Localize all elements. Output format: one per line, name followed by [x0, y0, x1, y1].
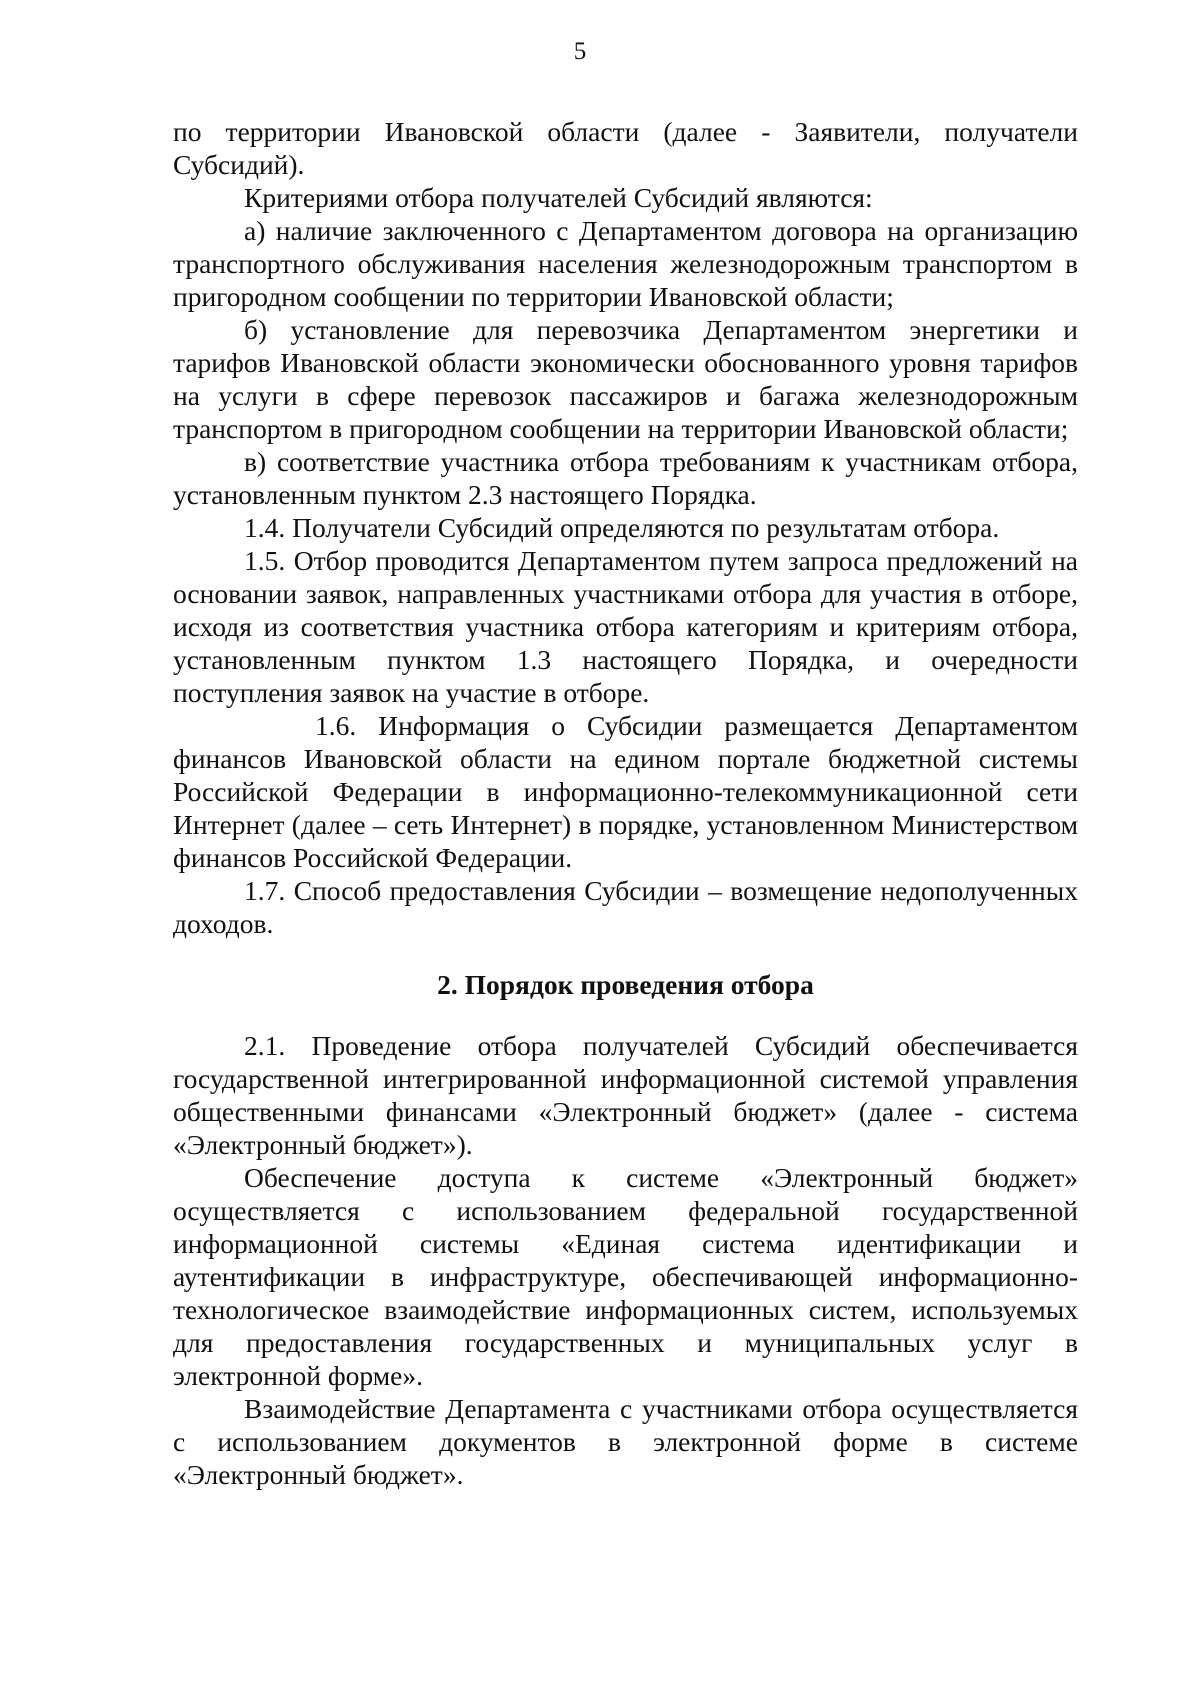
- paragraph-1-5: 1.5. Отбор проводится Департаментом путем запроса предложений на основании заявок, направленных участниками отбора для участия в отборе, исходя из соответствия участника отбора категориям и критериям отбора, установленным пунктом 1.3 настоящего Порядка, и очередности поступления заявок на участие в отборе.: [173, 545, 1078, 708]
- paragraph-continuation: по территории Ивановской области (далее - Заявители, получатели Субсидий).: [173, 116, 1078, 180]
- paragraph-1-6: 1.6. Информация о Субсидии размещается Департаментом финансов Ивановской области на едином портале бюджетной системы Российской Федерации в информационно-телекоммуникационной сети Интернет (далее – сеть Интернет) в порядке, установленном Министерством финансов Российской Федерации.: [173, 710, 1078, 873]
- paragraph-criterion-v: в) соответствие участника отбора требованиям к участникам отбора, установленным пунктом 2.3 настоящего Порядка.: [173, 446, 1078, 510]
- section-title: 2. Порядок проведения отбора: [437, 969, 814, 1000]
- paragraph-criterion-b: б) установление для перевозчика Департаментом энергетики и тарифов Ивановской области экономически обоснованного уровня тарифов на услуги в сфере перевозок пассажиров и багажа железнодорожным транспортом в пригородном сообщении на территории Ивановской области;: [173, 314, 1078, 444]
- paragraph-access: Обеспечение доступа к системе «Электронный бюджет» осуществляется с использованием федеральной государственной информационной системы «Единая система идентификации и аутентификации в инфраструктуре, обеспечивающей информационно-технологическое взаимодействие информационных систем, используемых для предоставления государственных и муниципальных услуг в электронной форме».: [173, 1162, 1078, 1391]
- paragraph-2-1: 2.1. Проведение отбора получателей Субсидий обеспечивается государственной интегрированной информационной системой управления общественными финансами «Электронный бюджет» (далее - система «Электронный бюджет»).: [173, 1030, 1078, 1160]
- paragraph-interaction: Взаимодействие Департамента с участниками отбора осуществляется с использованием документов в электронной форме в системе «Электронный бюджет».: [173, 1393, 1078, 1490]
- paragraph-criterion-a: а) наличие заключенного с Департаментом договора на организацию транспортного обслуживания населения железнодорожным транспортом в пригородном сообщении по территории Ивановской области;: [173, 215, 1078, 312]
- page-number: 5: [573, 38, 587, 65]
- paragraph-1-7: 1.7. Способ предоставления Субсидии – возмещение недополученных доходов.: [173, 875, 1078, 939]
- document-body: [173, 115, 1078, 1491]
- paragraph-criteria-intro: Критериями отбора получателей Субсидий являются:: [244, 182, 873, 213]
- paragraph-1-4: 1.4. Получатели Субсидий определяются по результатам отбора.: [244, 512, 1000, 543]
